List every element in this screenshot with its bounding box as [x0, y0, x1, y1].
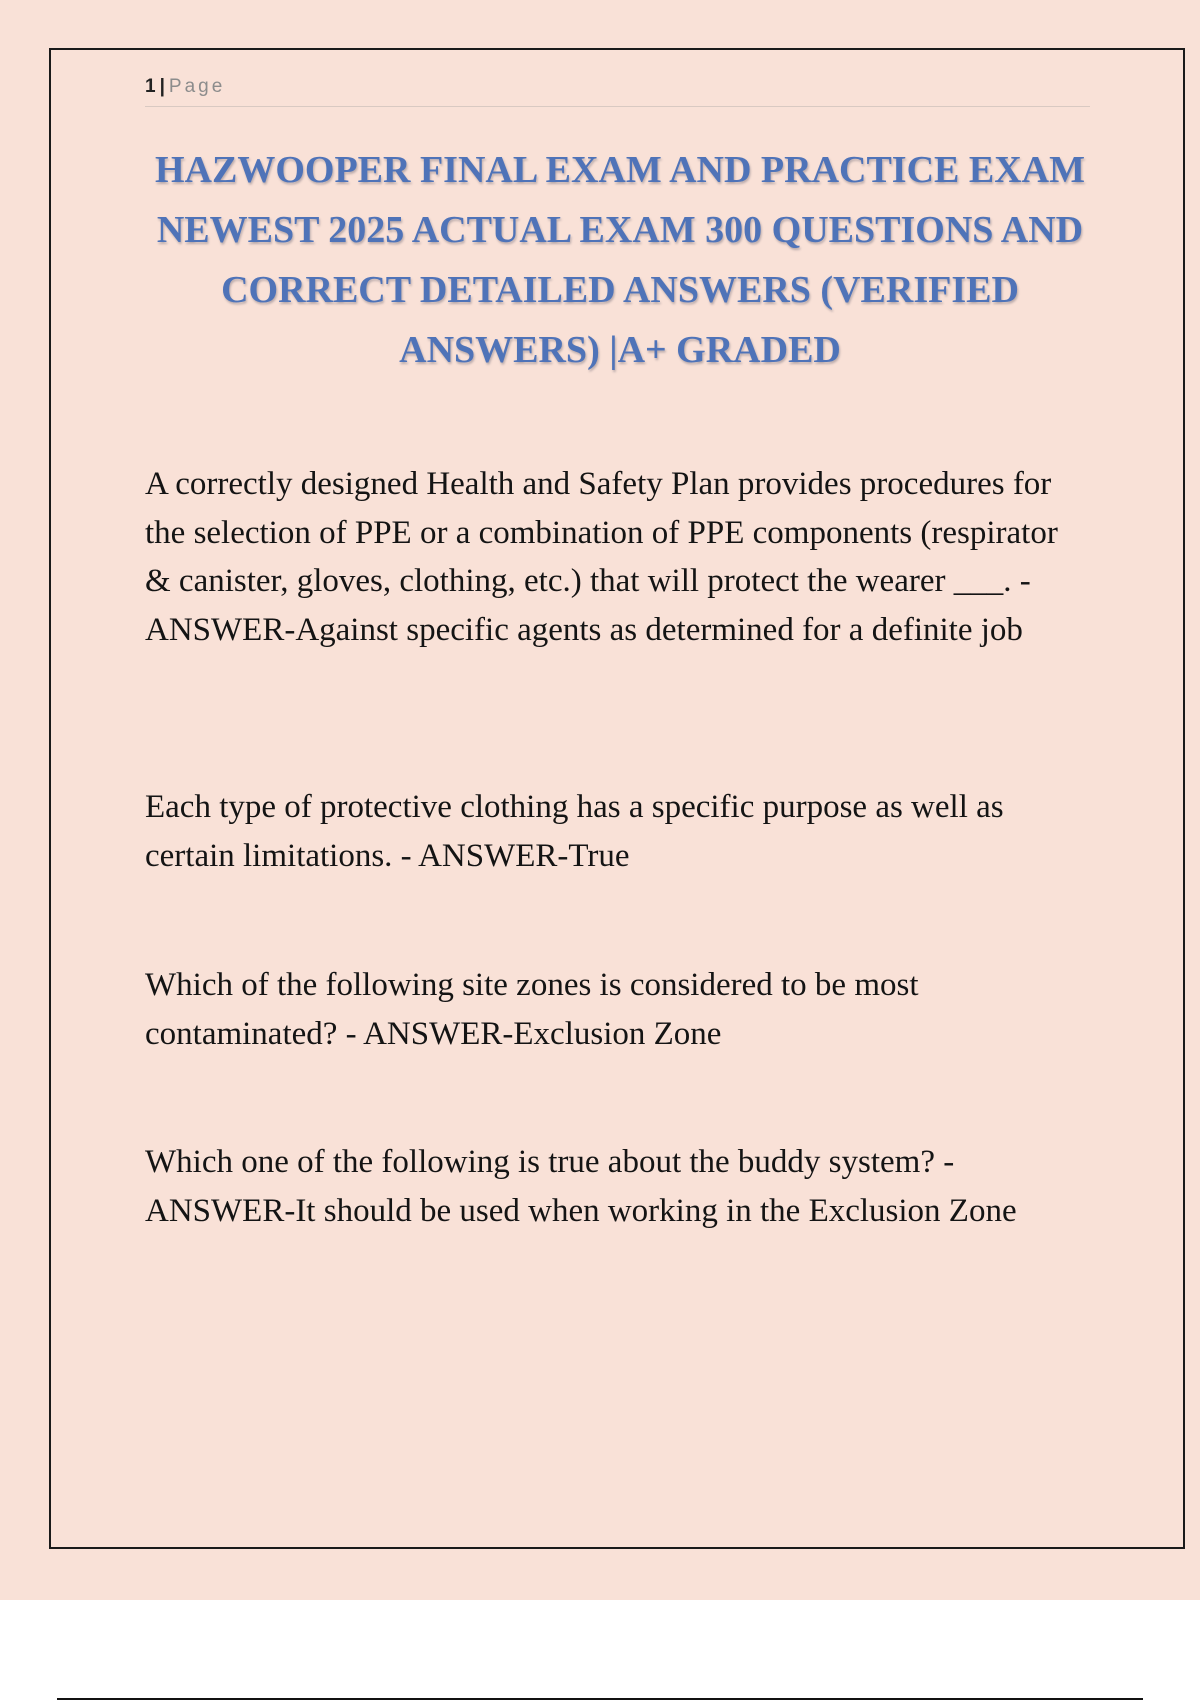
document-title: HAZWOOPER FINAL EXAM AND PRACTICE EXAM NEWEST 2025 ACTUAL EXAM 300 QUESTIONS AND CORRECT DETAILED ANSWERS (VERIFIED ANSWERS) |A+ GRADED — [155, 149, 1085, 371]
question-item: A correctly designed Health and Safety Plan provides procedures for the selection of PPE or a combination of PPE components (respirator & canister, gloves, clothing, etc.) that will protect the wearer ___. - ANSWER-Against specific agents as determined for a definite job — [145, 466, 1058, 648]
page-label: Page — [168, 76, 226, 97]
page-number: 1 — [145, 76, 156, 97]
question-item: Which one of the following is true about the buddy system? - ANSWER-It should be used when working in the Exclusion Zone — [145, 1144, 1017, 1229]
page-separator: | — [159, 76, 165, 97]
question-item: Which of the following site zones is considered to be most contaminated? - ANSWER-Exclusion Zone — [145, 967, 919, 1052]
question-item: Each type of protective clothing has a specific purpose as well as certain limitations. - ANSWER-True — [145, 789, 1004, 874]
page-header — [145, 74, 1090, 107]
